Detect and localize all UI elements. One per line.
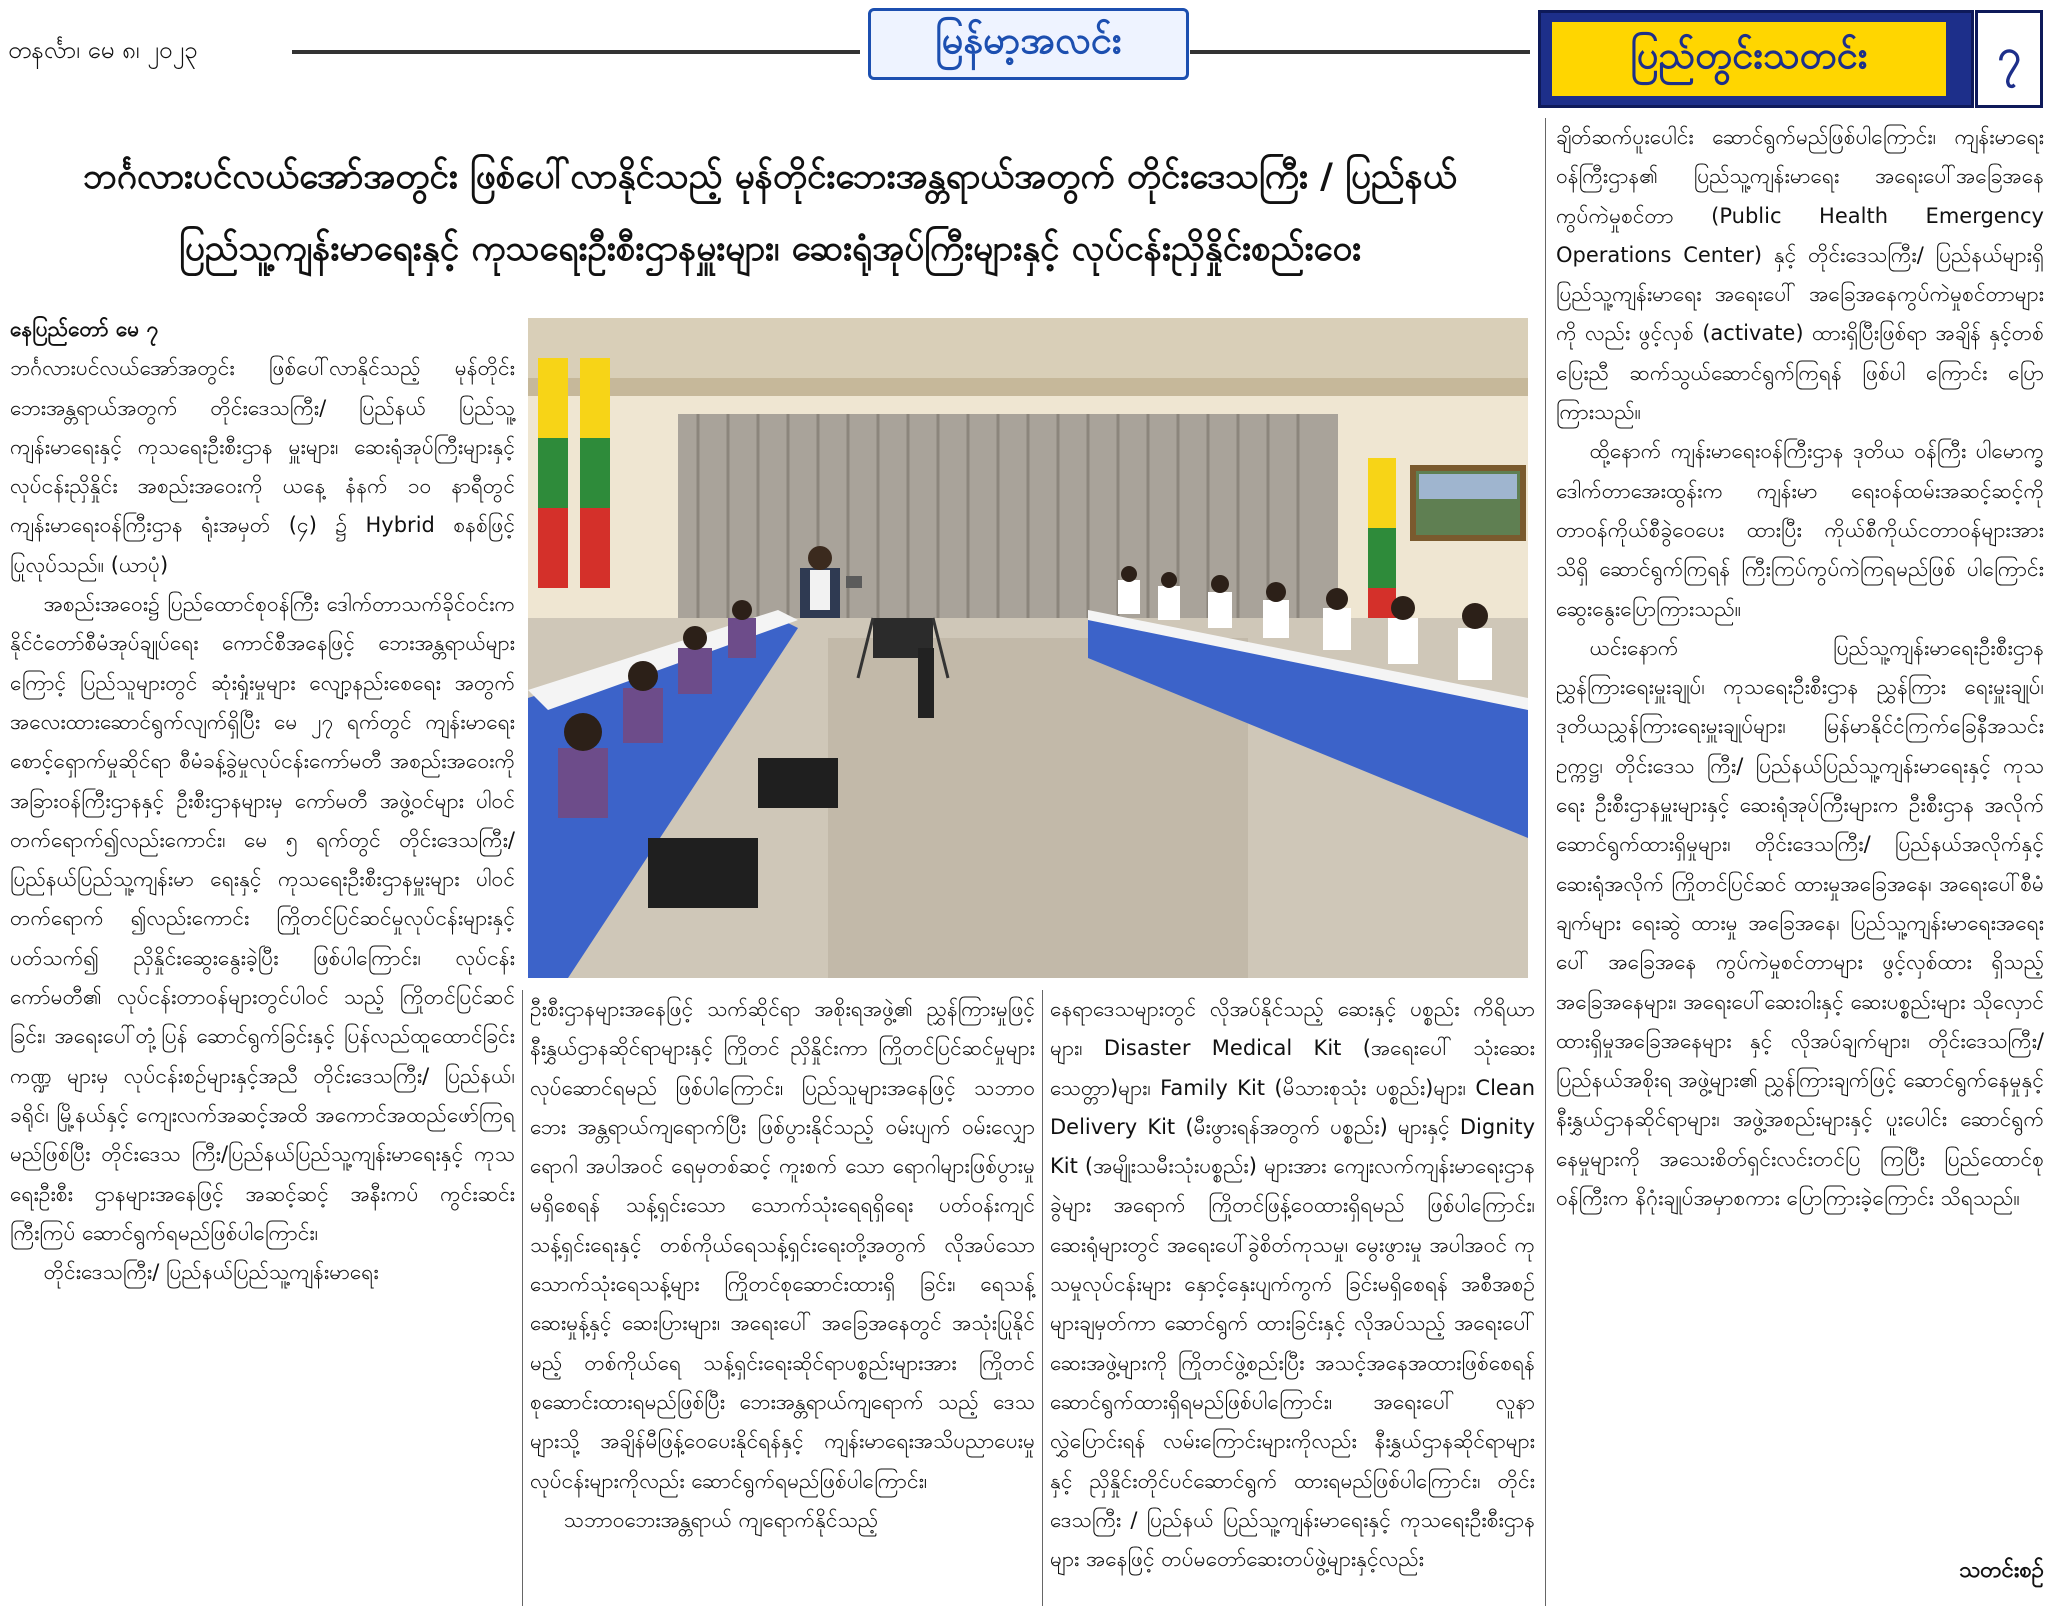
column-divider bbox=[1545, 118, 1546, 1606]
headline-line-1: ဘင်္ဂလားပင်လယ်အော်အတွင်း ဖြစ်ပေါ်လာနိုင်သည့် မုန်တိုင်းဘေးအန္တရာယ်အတွက် တိုင်းဒေသကြီး / ပြည်နယ် bbox=[83, 157, 1457, 197]
article-paragraph: ဦးစီးဌာနများအနေဖြင့် သက်ဆိုင်ရာ အစိုးရအဖွဲ့၏ ညွှန်ကြားမှုဖြင့် နီးနွှယ်ဌာနဆိုင်ရာများနှင့် ကြိုတင် ညှိနှိုင်းကာ ကြိုတင်ပြင်ဆင်မှုများ လုပ်ဆောင်ရမည် ဖြစ်ပါကြောင်း၊ ပြည်သူများအနေဖြင့် သဘာဝဘေး အန္တရာယ်ကျရောက်ပြီး ဖြစ်ပွားနိုင်သည့် ဝမ်းပျက် ဝမ်းလျှောရောဂါ အပါအဝင် ရေမှတစ်ဆင့် ကူးစက် သော ရောဂါများဖြစ်ပွားမှုမရှိစေရန် သန့်ရှင်းသော သောက်သုံးရေရရှိရေး ပတ်ဝန်းကျင်သန့်ရှင်းရေးနှင့် တစ်ကိုယ်ရေသန့်ရှင်းရေးတို့အတွက် လိုအပ်သော သောက်သုံးရေသန့်များ ကြိုတင်စုဆောင်းထားရှိ ခြင်း၊ ရေသန့်ဆေးမှုန့်နှင့် ဆေးပြားများ၊ အရေးပေါ် အခြေအနေတွင် အသုံးပြုနိုင်မည့် တစ်ကိုယ်ရေ သန့်ရှင်းရေးဆိုင်ရာပစ္စည်းများအား ကြိုတင် စုဆောင်းထားရမည်ဖြစ်ပြီး ဘေးအန္တရာယ်ကျရောက် သည့် ဒေသများသို့ အချိန်မီဖြန့်ဝေပေးနိုင်ရန်နှင့် ကျန်းမာရေးအသိပညာပေးမှု လုပ်ငန်းများကိုလည်း ဆောင်ရွက်ရမည်ဖြစ်ပါကြောင်း၊ bbox=[530, 997, 1035, 1493]
masthead-rule-left bbox=[292, 50, 860, 54]
headline-line-2: ပြည်သူ့ကျန်းမာရေးနှင့် ကုသရေးဦးစီးဌာနမှူးများ၊ ဆေးရုံအုပ်ကြီးများနှင့် လုပ်ငန်းညှိနှိုင်းစည်းဝေး bbox=[178, 229, 1362, 269]
article-column-4 bbox=[1556, 118, 2044, 1218]
section-label: ပြည်တွင်းသတင်း bbox=[1552, 22, 1946, 96]
column-divider bbox=[1042, 990, 1043, 1606]
article-column-2 bbox=[530, 990, 1035, 1540]
article-paragraph: ဘင်္ဂလားပင်လယ်အော်အတွင်း ဖြစ်ပေါ်လာနိုင်သည့် မုန်တိုင်းဘေးအန္တရာယ်အတွက် တိုင်းဒေသကြီး/ ပြည်နယ် ပြည်သူ့ကျန်းမာရေးနှင့် ကုသရေးဦးစီးဌာန မှူးများ၊ ဆေးရုံအုပ်ကြီးများနှင့် လုပ်ငန်းညှိနှိုင်း အစည်းအဝေးကို ယနေ့ နံနက် ၁၀ နာရီတွင် ကျန်းမာရေးဝန်ကြီးဌာန ရုံးအမှတ် (၄) ၌ Hybrid စနစ်ဖြင့် ပြုလုပ်သည်။ (ယာပုံ) bbox=[10, 356, 515, 577]
article-paragraph: နေရာဒေသများတွင် လိုအပ်နိုင်သည့် ဆေးနှင့် ပစ္စည်း ကိရိယာများ၊ Disaster Medical Kit (အရေးပေါ် သုံးဆေးသေတ္တာ)များ၊ Family Kit (မိသားစုသုံး ပစ္စည်း)များ၊ Clean Delivery Kit (မီးဖွားရန်အတွက် ပစ္စည်း) များနှင့် Dignity Kit (အမျိုးသမီးသုံးပစ္စည်း) များအား ကျေးလက်ကျန်းမာရေးဌာနခွဲများ အရောက် ကြိုတင်ဖြန့်ဝေထားရှိရမည် ဖြစ်ပါကြောင်း၊ ဆေးရုံများတွင် အရေးပေါ်ခွဲစိတ်ကုသမှု၊ မွေးဖွားမှု အပါအဝင် ကုသမှုလုပ်ငန်းများ နှောင့်နှေးပျက်ကွက် ခြင်းမရှိစေရန် အစီအစဉ်များချမှတ်ကာ ဆောင်ရွက် ထားခြင်းနှင့် လိုအပ်သည့် အရေးပေါ်ဆေးအဖွဲ့များကို ကြိုတင်ဖွဲ့စည်းပြီး အသင့်အနေအထားဖြစ်စေရန် ဆောင်ရွက်ထားရှိရမည်ဖြစ်ပါကြောင်း၊ အရေးပေါ် လူနာလွှဲပြောင်းရန် လမ်းကြောင်းများကိုလည်း နီးနွှယ်ဌာနဆိုင်ရာများနှင့် ညှိနှိုင်းတိုင်ပင်ဆောင်ရွက် ထားရမည်ဖြစ်ပါကြောင်း၊ တိုင်းဒေသကြီး / ပြည်နယ် ပြည်သူ့ကျန်းမာရေးနှင့် ကုသရေးဦးစီးဌာနများ အနေဖြင့် တပ်မတော်ဆေးတပ်ဖွဲ့များနှင့်လည်း bbox=[1050, 997, 1535, 1572]
article-paragraph: သဘာဝဘေးအန္တရာယ် ကျရောက်နိုင်သည့် bbox=[563, 1507, 879, 1532]
article-paragraph: တိုင်းဒေသကြီး/ ပြည်နယ်ပြည်သူ့ကျန်းမာရေး bbox=[43, 1260, 379, 1285]
dateline: နေပြည်တော် မေ ၇ bbox=[10, 317, 159, 341]
article-paragraph: ချိတ်ဆက်ပူးပေါင်း ဆောင်ရွက်မည်ဖြစ်ပါကြောင်း၊ ကျန်းမာရေးဝန်ကြီးဌာန၏ ပြည်သူ့ကျန်းမာရေး အရေးပေါ်အခြေအနေ ကွပ်ကဲမှုစင်တာ (Public Health Emergency Operations Center) နှင့် တိုင်းဒေသကြီး/ ပြည်နယ်များရှိ ပြည်သူ့ကျန်းမာရေး အရေးပေါ် အခြေအနေကွပ်ကဲမှုစင်တာများကို လည်း ဖွင့်လှစ် (activate) ထားရှိပြီးဖြစ်ရာ အချိန် နှင့်တစ်ပြေးညီ ဆက်သွယ်ဆောင်ရွက်ကြရန် ဖြစ်ပါ ကြောင်း ပြောကြားသည်။ bbox=[1556, 125, 2044, 425]
masthead-rule-right bbox=[1190, 50, 1530, 54]
article-column-3 bbox=[1050, 990, 1535, 1579]
meeting-photo bbox=[528, 318, 1528, 978]
issue-date: တနင်္လာ၊ မေ ၈၊ ၂၀၂၃ bbox=[8, 36, 198, 64]
article-column-1 bbox=[10, 310, 515, 1292]
article-paragraph: ထို့နောက် ကျန်းမာရေးဝန်ကြီးဌာန ဒုတိယ ဝန်ကြီး ပါမောက္ခ ဒေါက်တာအေးထွန်းက ကျန်းမာ ရေးဝန်ထမ်းအဆင့်ဆင့်ကို တာဝန်ကိုယ်စီခွဲဝေပေး ထားပြီး ကိုယ်စီကိုယ်ငတာဝန်များအား သိရှိ ဆောင်ရွက်ကြရန် ကြီးကြပ်ကွပ်ကဲကြရမည်ဖြစ် ပါကြောင်း ဆွေးနွေးပြောကြားသည်။ bbox=[1556, 439, 2044, 621]
article-paragraph: ယင်းနောက် ပြည်သူ့ကျန်းမာရေးဦးစီးဌာန ညွှန်ကြားရေးမှူးချုပ်၊ ကုသရေးဦးစီးဌာန ညွှန်ကြား ရေးမှူးချုပ်၊ ဒုတိယညွှန်ကြားရေးမှူးချုပ်များ၊ မြန်မာနိုင်ငံကြက်ခြေနီအသင်းဥက္ကဋ္ဌ၊ တိုင်းဒေသ ကြီး/ ပြည်နယ်ပြည်သူ့ကျန်းမာရေးနှင့် ကုသရေး ဦးစီးဌာနမှူးများနှင့် ဆေးရုံအုပ်ကြီးများက ဦးစီးဌာန အလိုက်ဆောင်ရွက်ထားရှိမှုများ၊ တိုင်းဒေသကြီး/ ပြည်နယ်အလိုက်နှင့် ဆေးရုံအလိုက် ကြိုတင်ပြင်ဆင် ထားမှုအခြေအနေ၊ အရေးပေါ်စီမံချက်များ ရေးဆွဲ ထားမှု အခြေအနေ၊ ပြည်သူ့ကျန်းမာရေးအရေးပေါ် အခြေအနေ ကွပ်ကဲမှုစင်တာများ ဖွင့်လှစ်ထား ရှိသည့် အခြေအနေများ၊ အရေးပေါ်ဆေးဝါးနှင့် ဆေးပစ္စည်းများ သိုလှောင်ထားရှိမှုအခြေအနေများ နှင့် လိုအပ်ချက်များ၊ တိုင်းဒေသကြီး/ ပြည်နယ်အစိုးရ အဖွဲ့များ၏ ညွှန်ကြားချက်ဖြင့် ဆောင်ရွက်နေမှုနှင့် နီးနွှယ်ဌာနဆိုင်ရာများ၊ အဖွဲ့အစည်းများနှင့် ပူးပေါင်း ဆောင်ရွက်နေမှုများကို အသေးစိတ်ရှင်းလင်းတင်ပြ ကြပြီး ပြည်ထောင်စုဝန်ကြီးက နိဂုံးချုပ်အမှာစကား ပြောကြားခဲ့ကြောင်း သိရသည်။ bbox=[1556, 635, 2044, 1211]
page-number: ၇ bbox=[1975, 10, 2043, 108]
article-paragraph: အစည်းအဝေး၌ ပြည်ထောင်စုဝန်ကြီး ဒေါက်တာသက်ခိုင်ဝင်းက နိုင်ငံတော်စီမံအုပ်ချုပ်ရေး ကောင်စီအနေဖြင့် ဘေးအန္တရာယ်များကြောင့် ပြည်သူများတွင် ဆုံးရှုံးမှုများ လျော့နည်းစေရေး အတွက် အလေးထားဆောင်ရွက်လျက်ရှိပြီး မေ ၂၇ ရက်တွင် ကျန်းမာရေးစောင့်ရှောက်မှုဆိုင်ရာ စီမံခန့်ခွဲမှုလုပ်ငန်းကော်မတီ အစည်းအဝေးကို အခြားဝန်ကြီးဌာနနှင့် ဦးစီးဌာနများမှ ကော်မတီ အဖွဲ့ဝင်များ ပါဝင်တက်ရောက်၍လည်းကောင်း၊ မေ ၅ ရက်တွင် တိုင်းဒေသကြီး/ပြည်နယ်ပြည်သူ့ကျန်းမာ ရေးနှင့် ကုသရေးဦးစီးဌာနမှူးများ ပါဝင်တက်ရောက် ၍လည်းကောင်း ကြိုတင်ပြင်ဆင်မှုလုပ်ငန်းများနှင့် ပတ်သက်၍ ညှိနှိုင်းဆွေးနွေးခဲ့ပြီး ဖြစ်ပါကြောင်း၊ လုပ်ငန်းကော်မတီ၏ လုပ်ငန်းတာဝန်များတွင်ပါဝင် သည့် ကြိုတင်ပြင်ဆင်ခြင်း၊ အရေးပေါ်တုံ့ပြန် ဆောင်ရွက်ခြင်းနှင့် ပြန်လည်ထူထောင်ခြင်း ကဏ္ဍ များမှ လုပ်ငန်းစဉ်များနှင့်အညီ တိုင်းဒေသကြီး/ ပြည်နယ်၊ ခရိုင်၊ မြို့နယ်နှင့် ကျေးလက်အဆင့်အထိ အကောင်အထည်ဖော်ကြရမည်ဖြစ်ပြီး တိုင်းဒေသ ကြီး/ပြည်နယ်ပြည်သူ့ကျန်းမာရေးနှင့် ကုသရေးဦးစီး ဌာနများအနေဖြင့် အဆင့်ဆင့် အနီးကပ် ကွင်းဆင်း ကြီးကြပ် ဆောင်ရွက်ရမည်ဖြစ်ပါကြောင်း၊ bbox=[10, 592, 515, 1245]
byline: သတင်းစဉ် bbox=[1958, 1558, 2044, 1583]
column-divider bbox=[522, 990, 523, 1606]
newspaper-logo: မြန်မာ့အလင်း bbox=[868, 8, 1189, 80]
